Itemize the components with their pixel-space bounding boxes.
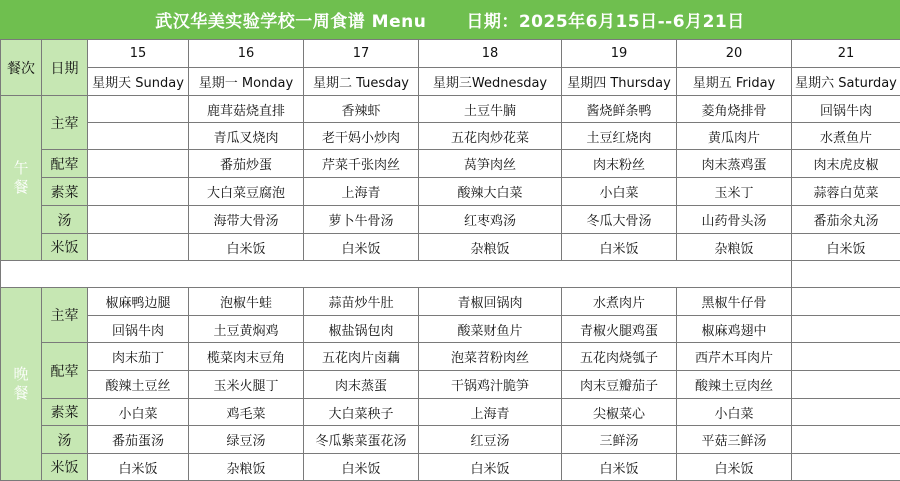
- dish-cell: 大白菜秧子: [304, 399, 419, 426]
- dish-cell: 黑椒牛仔骨: [677, 288, 792, 316]
- dish-cell: 土豆牛腩: [419, 96, 562, 123]
- dish-cell: 杂粮饭: [677, 234, 792, 261]
- table-row: [1, 234, 900, 261]
- dish-cell: [88, 150, 189, 178]
- category-label: 配荤: [42, 343, 88, 399]
- dish-cell: 海带大骨汤: [189, 206, 304, 234]
- dish-cell: 莴笋肉丝: [419, 150, 562, 178]
- dish-cell: 玉米丁: [677, 178, 792, 206]
- dish-cell: [792, 454, 900, 481]
- table-row: [1, 288, 900, 316]
- dish-cell: 白米饭: [189, 234, 304, 261]
- date-number: 18: [419, 40, 562, 68]
- weekday-label: 星期五 Friday: [677, 68, 792, 96]
- dish-cell: 椒麻鸭边腿: [88, 288, 189, 316]
- table-row: [1, 371, 900, 399]
- category-label: 米饭: [42, 234, 88, 261]
- dish-cell: 椒麻鸡翅中: [677, 316, 792, 343]
- page-title: [0, 0, 900, 39]
- dish-cell: [88, 123, 189, 150]
- table-row: [1, 150, 900, 178]
- dish-cell: 白米饭: [88, 454, 189, 481]
- dish-cell: 平菇三鲜汤: [677, 426, 792, 454]
- table-row: [1, 426, 900, 454]
- dish-cell: 回锅牛肉: [792, 96, 900, 123]
- dish-cell: 水煮鱼片: [792, 123, 900, 150]
- dish-cell: 杂粮饭: [419, 234, 562, 261]
- dish-cell: 青瓜叉烧肉: [189, 123, 304, 150]
- table-row: [1, 40, 900, 68]
- table-row: [1, 68, 900, 96]
- dish-cell: 菱角烧排骨: [677, 96, 792, 123]
- category-label: 主荤: [42, 96, 88, 150]
- dish-cell: 老干妈小炒肉: [304, 123, 419, 150]
- dish-cell: 青椒回锅肉: [419, 288, 562, 316]
- weekday-label: 星期三Wednesday: [419, 68, 562, 96]
- dish-cell: 肉末豆瓣茄子: [562, 371, 677, 399]
- dish-cell: 白米饭: [304, 234, 419, 261]
- dish-cell: 肉末茄丁: [88, 343, 189, 371]
- weekday-label: 星期二 Tuesday: [304, 68, 419, 96]
- dish-cell: 红枣鸡汤: [419, 206, 562, 234]
- dish-cell: 酸辣大白菜: [419, 178, 562, 206]
- dish-cell: 山药骨头汤: [677, 206, 792, 234]
- spacer-cell: [792, 261, 900, 288]
- dish-cell: 白米饭: [677, 454, 792, 481]
- meal-label-text: 午餐: [13, 159, 29, 197]
- dish-cell: 五花肉片卤藕: [304, 343, 419, 371]
- table-row: [1, 178, 900, 206]
- dish-cell: [88, 178, 189, 206]
- dish-cell: 白米饭: [562, 454, 677, 481]
- weekly-menu-table: [0, 39, 900, 481]
- dish-cell: 玉米火腿丁: [189, 371, 304, 399]
- dish-cell: 水煮肉片: [562, 288, 677, 316]
- dish-cell: [88, 234, 189, 261]
- weekday-label: 星期六 Saturday: [792, 68, 900, 96]
- dish-cell: 上海青: [304, 178, 419, 206]
- dish-cell: 土豆红烧肉: [562, 123, 677, 150]
- category-label: 汤: [42, 426, 88, 454]
- dish-cell: 番茄氽丸汤: [792, 206, 900, 234]
- lunch-label: [1, 96, 42, 261]
- dish-cell: 肉末蒸蛋: [304, 371, 419, 399]
- dish-cell: 白米饭: [562, 234, 677, 261]
- dish-cell: 尖椒菜心: [562, 399, 677, 426]
- date-number: 16: [189, 40, 304, 68]
- dish-cell: [792, 426, 900, 454]
- dish-cell: 肉末粉丝: [562, 150, 677, 178]
- dish-cell: 酸辣土豆肉丝: [677, 371, 792, 399]
- dish-cell: 芹菜千张肉丝: [304, 150, 419, 178]
- weekday-label: 星期天 Sunday: [88, 68, 189, 96]
- dish-cell: 西芹木耳肉片: [677, 343, 792, 371]
- dish-cell: 红豆汤: [419, 426, 562, 454]
- date-number: 20: [677, 40, 792, 68]
- meal-label-text: 晚餐: [13, 365, 29, 403]
- dish-cell: [88, 206, 189, 234]
- dish-cell: 酱烧鲜条鸭: [562, 96, 677, 123]
- dish-cell: 五花肉烧瓠子: [562, 343, 677, 371]
- dish-cell: [88, 96, 189, 123]
- dish-cell: 番茄蛋汤: [88, 426, 189, 454]
- dish-cell: 泡菜苕粉肉丝: [419, 343, 562, 371]
- dish-cell: 蒜苗炒牛肚: [304, 288, 419, 316]
- meal-column-header: 餐次: [1, 40, 42, 96]
- dish-cell: 冬瓜紫菜蛋花汤: [304, 426, 419, 454]
- category-label: 素菜: [42, 178, 88, 206]
- table-row: [1, 96, 900, 123]
- table-row: [1, 454, 900, 481]
- dinner-label: [1, 288, 42, 481]
- dish-cell: 泡椒牛蛙: [189, 288, 304, 316]
- dish-cell: 蒜蓉白苋菜: [792, 178, 900, 206]
- category-label: 配荤: [42, 150, 88, 178]
- dish-cell: 萝卜牛骨汤: [304, 206, 419, 234]
- dish-cell: 酸菜财鱼片: [419, 316, 562, 343]
- dish-cell: 香辣虾: [304, 96, 419, 123]
- dish-cell: 酸辣土豆丝: [88, 371, 189, 399]
- weekday-label: 星期一 Monday: [189, 68, 304, 96]
- date-number: 19: [562, 40, 677, 68]
- dish-cell: [792, 371, 900, 399]
- dish-cell: 白米饭: [304, 454, 419, 481]
- dish-cell: 肉末虎皮椒: [792, 150, 900, 178]
- dish-cell: 干锅鸡汁脆笋: [419, 371, 562, 399]
- dish-cell: [792, 288, 900, 316]
- dish-cell: [792, 343, 900, 371]
- table-row: [1, 261, 900, 288]
- dish-cell: [792, 399, 900, 426]
- category-label: 米饭: [42, 454, 88, 481]
- dish-cell: 小白菜: [88, 399, 189, 426]
- weekday-label: 星期四 Thursday: [562, 68, 677, 96]
- dish-cell: 小白菜: [562, 178, 677, 206]
- table-row: [1, 399, 900, 426]
- dish-cell: 土豆黄焖鸡: [189, 316, 304, 343]
- dish-cell: 白米饭: [419, 454, 562, 481]
- date-number: 15: [88, 40, 189, 68]
- dish-cell: 小白菜: [677, 399, 792, 426]
- dish-cell: 黄瓜肉片: [677, 123, 792, 150]
- dish-cell: 白米饭: [792, 234, 900, 261]
- title-date: 日期：2025年6月15日--6月21日: [466, 7, 744, 32]
- dish-cell: 榄菜肉末豆角: [189, 343, 304, 371]
- dish-cell: 五花肉炒花菜: [419, 123, 562, 150]
- category-label: 素菜: [42, 399, 88, 426]
- table-row: [1, 343, 900, 371]
- category-label: 汤: [42, 206, 88, 234]
- dish-cell: 番茄炒蛋: [189, 150, 304, 178]
- table-row: [1, 206, 900, 234]
- date-column-header: 日期: [42, 40, 88, 96]
- dish-cell: 鹿茸菇烧直排: [189, 96, 304, 123]
- dish-cell: 青椒火腿鸡蛋: [562, 316, 677, 343]
- dish-cell: 椒盐锅包肉: [304, 316, 419, 343]
- title-main: 武汉华美实验学校一周食谱 Menu: [155, 7, 426, 32]
- dish-cell: 鸡毛菜: [189, 399, 304, 426]
- date-number: 21: [792, 40, 900, 68]
- date-number: 17: [304, 40, 419, 68]
- dish-cell: [792, 316, 900, 343]
- dish-cell: 冬瓜大骨汤: [562, 206, 677, 234]
- table-row: [1, 316, 900, 343]
- dish-cell: 肉末蒸鸡蛋: [677, 150, 792, 178]
- table-row: [1, 123, 900, 150]
- spacer-cell: [1, 261, 792, 288]
- dish-cell: 杂粮饭: [189, 454, 304, 481]
- dish-cell: 回锅牛肉: [88, 316, 189, 343]
- dish-cell: 绿豆汤: [189, 426, 304, 454]
- dish-cell: 大白菜豆腐泡: [189, 178, 304, 206]
- dish-cell: 上海青: [419, 399, 562, 426]
- dish-cell: 三鲜汤: [562, 426, 677, 454]
- category-label: 主荤: [42, 288, 88, 343]
